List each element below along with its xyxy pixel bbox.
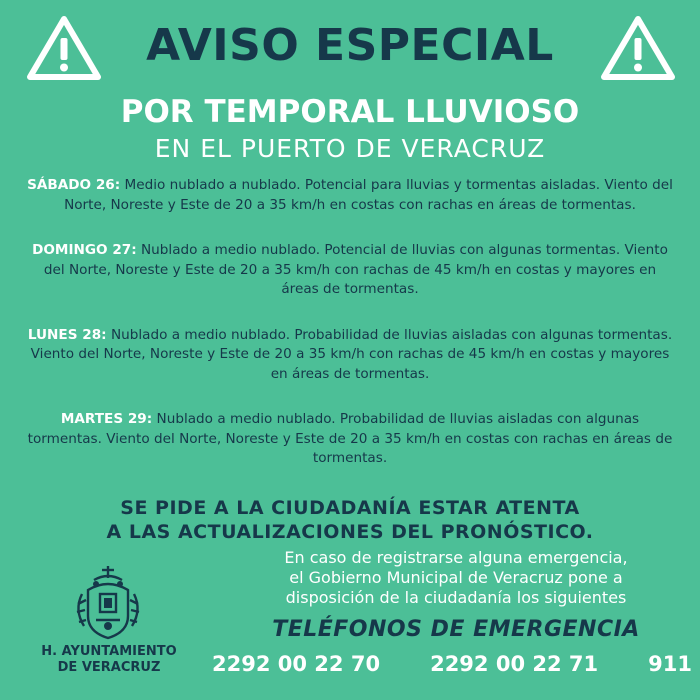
citizen-notice	[0, 496, 700, 544]
emergency-line: el Gobierno Municipal de Veracruz pone a	[289, 568, 623, 587]
forecast-day	[24, 410, 676, 469]
city-crest-icon	[70, 560, 146, 642]
emergency-phones	[212, 652, 692, 676]
organization-name	[24, 644, 194, 676]
page-location: EN EL PUERTO DE VERACRUZ	[154, 134, 546, 163]
notice-line: A LAS ACTUALIZACIONES DEL PRONÓSTICO.	[106, 521, 594, 543]
forecast-day-label: DOMINGO 27:	[32, 242, 137, 258]
organization-line: H. AYUNTAMIENTO	[41, 644, 177, 659]
forecast-day	[24, 241, 676, 300]
notice-line: SE PIDE A LA CIUDADANÍA ESTAR ATENTA	[120, 497, 580, 519]
forecast-list	[24, 176, 676, 495]
emergency-phones-title: TELÉFONOS DE EMERGENCIA	[272, 617, 640, 642]
forecast-day-text: Medio nublado a nublado. Potencial para lluvias y tormentas aisladas. Viento del Norte, Noreste y Este de 20 a 35 km/h en costas con rachas en áreas de tormentas.	[64, 177, 673, 213]
forecast-day	[24, 176, 676, 215]
forecast-day-text: Nublado a medio nublado. Probabilidad de lluvias aisladas con algunas tormentas. Viento del Norte, Noreste y Este de 20 a 35 km/h en costas con rachas en áreas de tormentas.	[27, 411, 673, 466]
page-subtitle: POR TEMPORAL LLUVIOSO	[120, 94, 580, 130]
emergency-line: En caso de registrarse alguna emergencia,	[284, 548, 628, 567]
emergency-info	[222, 548, 690, 608]
phone-number: 911	[648, 652, 692, 676]
page-title: AVISO ESPECIAL	[146, 20, 554, 71]
forecast-day-label: SÁBADO 26:	[27, 177, 121, 193]
phone-number: 2292 00 22 71	[430, 652, 599, 676]
forecast-day	[24, 326, 676, 385]
forecast-day-text: Nublado a medio nublado. Probabilidad de lluvias aisladas con algunas tormentas. Viento del Norte, Noreste y Este de 20 a 35 km/h con rachas de 45 km/h en costas y mayores en áreas de tormentas.	[30, 326, 673, 382]
forecast-day-text: Nublado a medio nublado. Potencial de lluvias con algunas tormentas. Viento del Norte, Noreste y Este de 20 a 35 km/h con rachas de 45 km/h en costas y mayores en áreas de tormentas.	[43, 242, 668, 297]
emergency-line: disposición de la ciudadanía los siguientes	[285, 588, 627, 607]
organization-line: DE VERACRUZ	[57, 660, 161, 675]
phone-number: 2292 00 22 70	[212, 652, 381, 676]
forecast-day-label: LUNES 28:	[27, 326, 107, 343]
forecast-day-label: MARTES 29:	[60, 411, 153, 427]
